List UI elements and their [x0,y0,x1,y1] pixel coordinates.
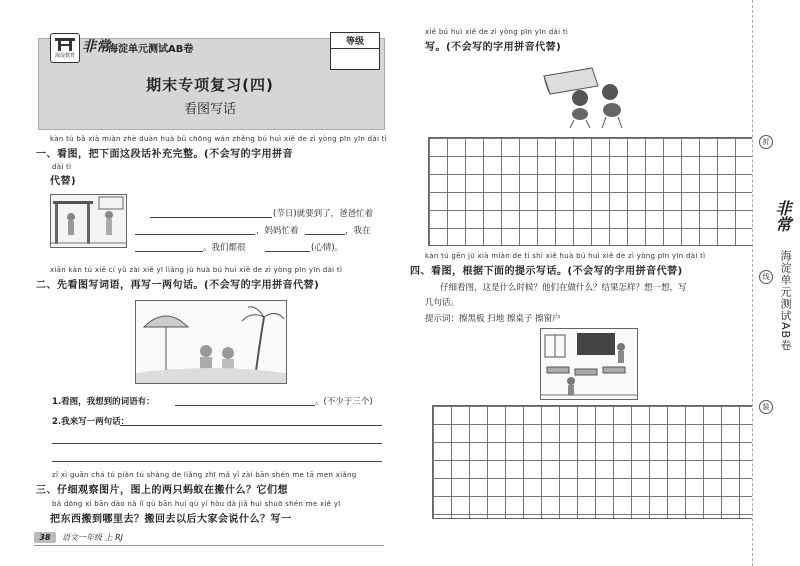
q1-fill-3: 。我们都很 [203,243,246,253]
side-series: 海淀单元测试AB卷 [779,250,792,352]
q1-title: 一、看图，把下面这段话补充完整。(不会写的字用拼音 [36,149,294,160]
q2-item-2: 2.我来写一两句话： [52,417,130,427]
q3-ants-illustration [540,62,635,130]
q1-blank-3[interactable] [305,234,345,235]
q2-sentence-line-2[interactable] [52,443,382,444]
q2-item-1: 1.看图，我想到的词语有： [52,397,155,407]
q2-title: 二、先看图写词语，再写一两句话。(不会写的字用拼音代替) [36,280,320,291]
q2-item-1-note: 。(不少于三个) [315,397,373,407]
q4-title: 四、看图，根据下面的提示写话。(不会写的字用拼音代替) [410,266,683,277]
q2-beach-illustration [135,300,287,384]
q4-classroom-illustration [540,328,638,400]
q1-blank-1[interactable] [150,217,272,218]
publisher-logo [50,33,80,63]
q1-fill-3b: (心情)。 [311,243,344,253]
logo-text: 海淀教育 [54,53,75,59]
series-brand: 非常 [82,39,110,55]
q2-words-blank[interactable] [175,405,315,406]
page-subtitle: 看图写话 [183,102,236,117]
q1-pinyin-2: dài tì [52,163,72,171]
page-title: 期末专项复习(四) [146,76,274,94]
q1-blank-2[interactable] [135,234,255,235]
q4-writing-grid[interactable] [432,405,757,519]
q1-fill-2b: ，我在 [345,226,371,236]
q2-sentence-line-1[interactable] [120,425,382,426]
q3-line-1: 三、仔细观察图片，图上的两只蚂蚁在搬什么？它们想 [36,485,288,496]
q1-illustration [50,194,127,248]
q4-hints: 提示词：擦黑板 扫地 擦桌子 擦窗户 [425,314,561,324]
footer-rule [34,545,384,546]
right-page [405,0,800,566]
q1-pinyin: kàn tú bǎ xià miàn zhè duàn huà bǔ chōng wán zhěng bú huì xiě de zì yòng pīn yīn dài tì [50,135,388,143]
grade-box [330,32,380,70]
left-page [0,0,395,566]
binding-strip [752,0,800,566]
q1-blank-5[interactable] [265,251,310,252]
q1-fill-2: ，妈妈忙着 [256,226,299,236]
grade-label: 等级 [331,33,379,49]
fold-mark-2: 线 [759,270,773,284]
gate-icon [51,34,79,54]
side-brand: 非常 [773,200,792,232]
q3-writing-grid[interactable] [428,137,753,246]
q2-sentence-line-3[interactable] [52,461,382,462]
q3-pinyin-1: zǐ xì guān chá tú piàn tú shàng de liǎng zhī mǎ yǐ zài bān shén me tā men xiǎng [52,471,357,479]
fold-mark-3: 装 [759,400,773,414]
q1-blank-4[interactable] [135,251,203,252]
q4-intro-2: 几句话。 [425,298,460,308]
book-info: 语文一年级 上 RJ [62,533,124,542]
fold-mark-1: 折 [759,135,773,149]
q1-title-cont: 代替) [50,176,77,187]
series-title: 海淀单元测试AB卷 [108,44,194,55]
q4-pinyin: kàn tú gēn jù xià miàn de tí shì xiě huà bú huì xiě de zì yòng pīn yīn dài tì [425,252,706,260]
page-number-badge [34,532,56,543]
q2-pinyin: xiān kàn tú xiě cí yǔ zài xiě yī liǎng jù huà bú huì xiě de zì yòng pīn yīn dài tì [50,266,343,274]
q3-line-3: 写。(不会写的字用拼音代替) [425,42,562,53]
q1-fill-1: (节日)就要到了，爸爸忙着 [273,209,374,219]
q3-line-2: 把东西搬到哪里去？搬回去以后大家会说什么？写一 [50,514,292,525]
q4-intro-1: 仔细看图，这是什么时候？他们在做什么？结果怎样？想一想，写 [440,283,687,293]
q3-pinyin-3: xiě bú huì xiě de zì yòng pīn yīn dài tì [425,28,569,36]
q3-pinyin-2: bǎ dōng xi bān dào nǎ lǐ qù bān huí qù yǐ hòu dà jiā huì shuō shén me xiě yī [52,500,341,508]
page-number: 38 [39,533,51,542]
